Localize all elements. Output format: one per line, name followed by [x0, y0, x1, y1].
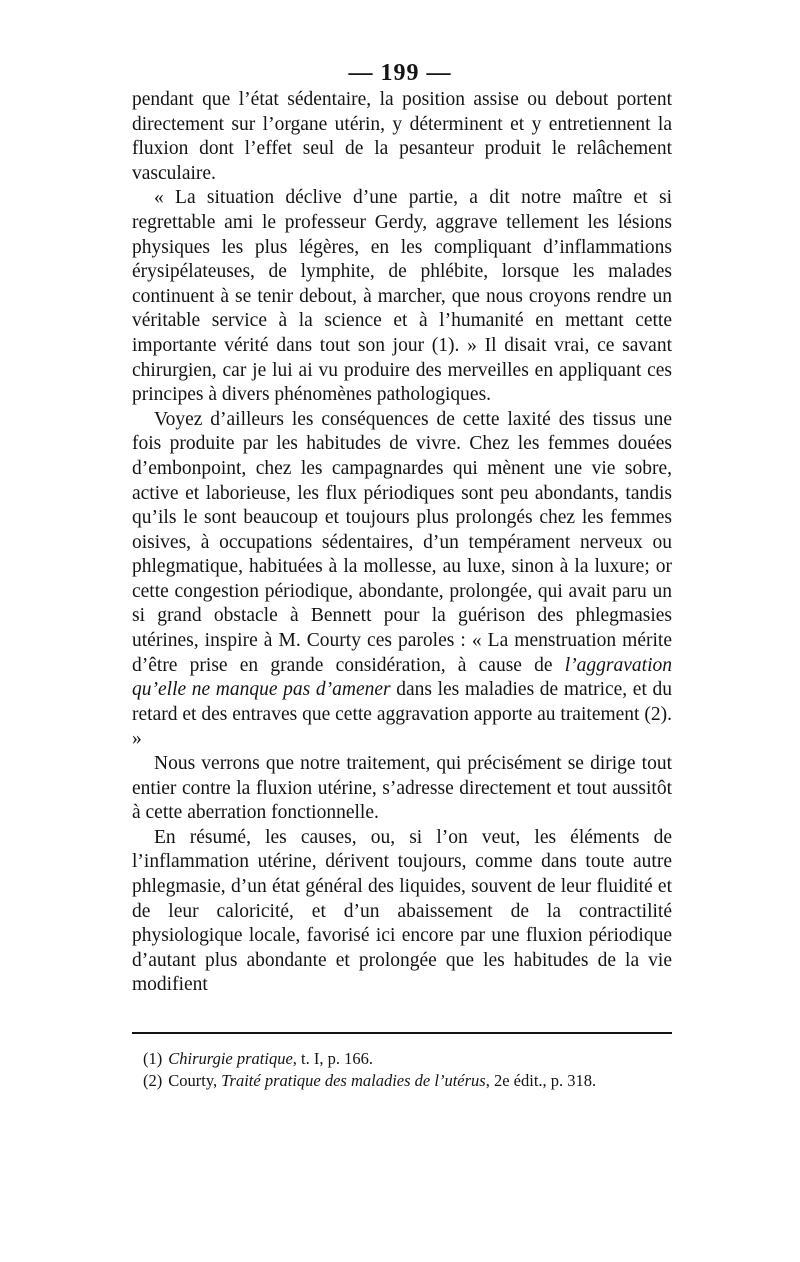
- footnote: [143, 1048, 663, 1070]
- paragraph: [132, 408, 672, 752]
- footnotes: [143, 1048, 663, 1092]
- footnote-marker: (2): [143, 1071, 163, 1090]
- footnote: [143, 1070, 663, 1092]
- footnote-text: , 2e édit., p. 318.: [485, 1071, 597, 1090]
- paragraph: [132, 826, 672, 998]
- footnote-marker: (1): [143, 1049, 163, 1068]
- text-segment: pendant que l’état sédentaire, la position assise ou debout portent directement sur l’organe utérin, y déterminent et y entretiennent la fluxion dont l’effet seul de la pesanteur produit le relâchement vasculaire.: [132, 89, 672, 184]
- text-segment: « La situation déclive d’une partie, a dit notre maître et si regrettable ami le professeur Gerdy, aggrave tellement les lésions physiques les plus légères, en les compliquant d’inflammations érysipélateuses, de lymphite, de phlébite, lorsque les malades continuent à se tenir debout, à marcher, que nous croyons rendre un véritable service à la science et à l’humanité en mettant cette importante vérité dans tout son jour (1). » Il disait vrai, ce savant chirurgien, car je lui ai vu produire des merveilles en appliquant ces principes à divers phénomènes pathologiques.: [132, 187, 672, 406]
- text-segment: En résumé, les causes, ou, si l’on veut, les éléments de l’inflammation utérine, dérivent toujours, comme dans toute autre phlegmasie, d’un état général des liquides, souvent de leur fluidité et de leur caloricité, et d’un abaissement de la contractilité physiologique locale, favorisé ici encore par une fluxion périodique d’autant plus abondante et prolongée que les habitudes de la vie modifient: [132, 826, 672, 996]
- footnote-separator: [132, 1032, 672, 1034]
- footnote-title: Chirurgie pratique: [168, 1049, 293, 1068]
- italic-quote: l’aggravation qu’elle ne manque pas d’amener: [132, 654, 672, 701]
- paragraph: [132, 752, 672, 826]
- paragraph: [132, 88, 672, 186]
- page-number: — 199 —: [348, 60, 452, 86]
- paragraph: [132, 186, 672, 407]
- text-segment: Voyez d’ailleurs les conséquences de cette laxité des tissus une fois produite par les habitudes de vivre. Chez les femmes douées d’embonpoint, chez les campagnardes qui mènent une vie sobre, active et laborieuse, les flux périodiques sont peu abondants, tandis qu’ils le sont beaucoup et toujours plus prolongés chez les femmes oisives, à occupations sédentaires, d’un tempérament nerveux ou phlegmatique, habituées à la mollesse, au luxe, sinon à la luxure; or cette congestion périodique, abondante, prolongée, qui avait paru un si grand obstacle à Bennett pour la guérison des phlegmasies utérines, inspire à M. Courty ces paroles : « La menstruation mérite d’être prise en grande considération, à cause de: [132, 408, 672, 676]
- text-segment: dans les maladies de matrice, et du retard et des entraves que cette aggravation apporte au traitement (2). »: [132, 679, 672, 750]
- body-text: [132, 88, 672, 998]
- text-segment: Nous verrons que notre traitement, qui précisément se dirige tout entier contre la fluxion utérine, s’adresse directement et tout aussitôt à cette aberration fonctionnelle.: [132, 753, 672, 824]
- footnote-text: , t. I, p. 166.: [292, 1049, 373, 1068]
- footnote-text: Courty,: [168, 1071, 222, 1090]
- footnote-title: Traité pratique des maladies de l’utérus: [221, 1071, 486, 1090]
